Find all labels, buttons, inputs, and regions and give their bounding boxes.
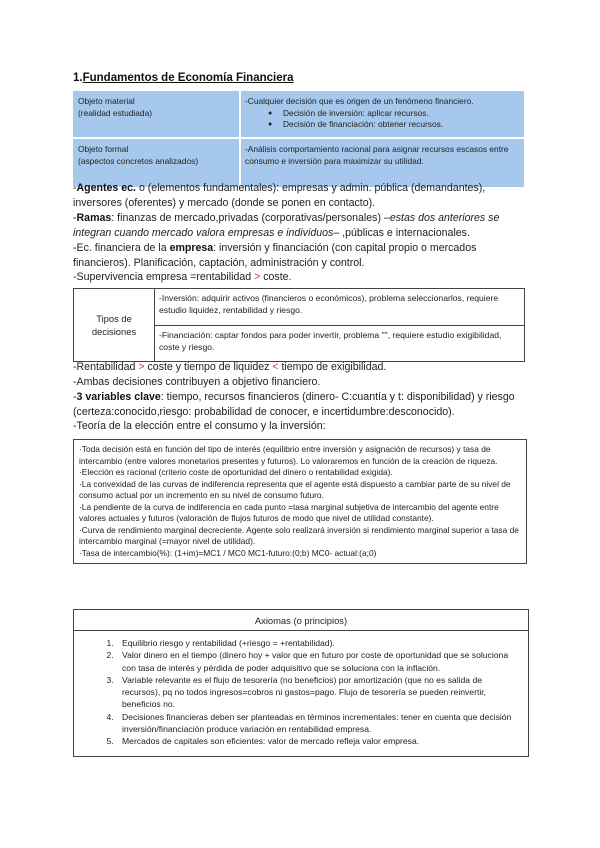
axiom-item: 3. Variable relevante es el flujo de tesorería (no beneficios) por amortización (que no es salida de recursos), pq no todos ingresos=cobros ni gastos=pago. Flujo de tesorería se pueden reinvertir, beneficios no. xyxy=(116,674,518,711)
object-row-formal xyxy=(73,137,524,187)
italic-note: –estas dos anteriores se integran cuando mercado valora empresas e individuos– xyxy=(73,212,500,239)
theory-item: ·Toda decisión está en función del tipo de interés (equilibrio entre inversión y asignación de recursos) y tasa de intercambio (entre valores monetarios presentes y futuros). Lo valoraremos en función de la creación de riqueza. xyxy=(79,444,498,466)
theory-item: ·La convexidad de las curvas de indiferencia representa que el agente está dispuesto a cambiar parte de su nivel de consumo actual por un incremento en su nivel de consumo futuro. xyxy=(79,478,511,501)
axiom-item: 5. Mercados de capitales son eficientes: valor de mercado refleja valor empresa. xyxy=(116,735,518,747)
paragraph-supervivencia xyxy=(73,270,528,285)
paragraph-text: : inversión y financiación (con capital propio o mercados financieros). Planificación, captación, administración y control. xyxy=(73,242,477,269)
theory-item: ·La pendiente de la curva de indiferencia en cada punto =tasa marginal subjetiva de intercambio del agente entre valores actuales y futuros (valoración de flujos futuros de modo que nivel de utilidad constante). xyxy=(79,501,499,524)
bold-term: Ramas xyxy=(76,212,112,224)
object-content: -Cualquier decisión que es origen de un fenómeno financiero. xyxy=(245,96,474,106)
object-label: Objeto formal xyxy=(78,144,129,154)
object-label-cell xyxy=(73,91,239,137)
theory-box xyxy=(73,439,527,564)
object-label-cell xyxy=(73,137,239,187)
object-content-cell xyxy=(239,137,524,187)
section-title xyxy=(73,72,293,84)
paragraph-text: -Rentabilidad xyxy=(73,361,139,373)
prefix: - xyxy=(73,212,77,224)
theory-item: ·Elección es racional (criterio coste de oportunidad del dinero o rentabilidad exigida). xyxy=(79,467,393,478)
decisions-table xyxy=(73,288,525,362)
object-row-material xyxy=(73,91,524,137)
bold-term: empresa xyxy=(169,242,214,254)
title-number: 1. xyxy=(73,72,83,84)
paragraph-text: -Ec. financiera de la xyxy=(73,242,170,254)
object-table xyxy=(73,91,524,187)
decisions-row xyxy=(74,289,525,326)
paragraph-teoria: -Teoría de la elección entre el consumo y la inversión: xyxy=(73,420,326,432)
bold-term: 3 variables clave xyxy=(76,391,161,403)
bold-term: Agentes ec. xyxy=(76,182,136,194)
axioms-header: Axiomas (o principios) xyxy=(74,610,528,631)
object-content-cell xyxy=(239,91,524,137)
title-text: Fundamentos de Economía Financiera xyxy=(82,72,294,84)
paragraph-text: -Supervivencia empresa =rentabilidad xyxy=(73,271,255,283)
bullet-item: ● Decisión de inversión: aplicar recursos. xyxy=(283,108,520,120)
object-label-sub: (aspectos concretos analizados) xyxy=(78,155,199,166)
paragraph-text: : finanzas de mercado,privadas (corporativas/personales) xyxy=(111,212,384,224)
axiom-item: 1. Equilibrio riesgo y rentabilidad (+riesgo = +rentabilidad). xyxy=(116,637,518,649)
paragraph-variables xyxy=(73,390,528,419)
decision-inversion: -Inversión: adquirir activos (financieros o económicos), problema seleccionarlos, requiere estudio liquidez, rentabilidad y riesgo. xyxy=(155,289,525,326)
paragraph-ambas: -Ambas decisiones contribuyen a objetivo financiero. xyxy=(73,376,321,388)
object-label: Objeto material xyxy=(78,96,135,106)
theory-item: ·Tasa de intercambio(%): (1+im)=MC1 / MC0 MC1-futuro:(0;b) MC0- actual:(a;0) xyxy=(79,547,377,558)
axiom-item: 4. Decisiones financieras deben ser planteadas en términos incrementales: tener en cuenta que decisión inversión/financiación produce variación en rentabilidad empresa. xyxy=(116,711,518,736)
paragraph-text: coste y tiempo de liquidez xyxy=(144,361,273,373)
paragraph-ramas xyxy=(73,211,528,240)
object-bullets xyxy=(245,108,520,131)
paragraph-agentes xyxy=(73,181,528,210)
object-label-sub: (realidad estudiada) xyxy=(78,107,153,118)
paragraph-empresa xyxy=(73,241,528,270)
decision-financiacion: -Financiación: captar fondos para poder invertir, problema "", requiere estudio exigibilidad, coste y riesgo. xyxy=(155,326,525,362)
axiom-item: 2. Valor dinero en el tiempo (dinero hoy + valor que en futuro por coste de oportunidad que se soluciona con tasa de interés y pérdida de poder adquisitivo que se soluciona con la inflación. xyxy=(116,649,518,674)
paragraph-text: : tiempo, recursos financieros (dinero- C:cuantía y t: disponibilidad) y riesgo (certeza:conocido,riesgo: probabilidad de conocer, e incertidumbre:desconocido). xyxy=(73,391,515,418)
paragraph-rentabilidad xyxy=(73,360,528,375)
prefix: - xyxy=(73,182,77,194)
comparison-symbol: > xyxy=(254,271,261,283)
paragraph-text: tiempo de exigibilidad. xyxy=(278,361,387,373)
paragraph-text: o (elementos fundamentales): empresas y admin. pública (demandantes), inversores (oferentes) y mercado (donde se ponen en contacto). xyxy=(73,182,486,209)
paragraph-text: coste. xyxy=(260,271,292,283)
bullet-item: ● Decisión de financiación: obtener recursos. xyxy=(283,119,520,131)
prefix: - xyxy=(73,391,77,403)
axioms-box xyxy=(73,609,529,757)
axioms-list xyxy=(74,631,528,756)
object-content: -Análisis comportamiento racional para asignar recursos escasos entre consumo e inversión para maximizar su utilidad. xyxy=(245,144,509,166)
paragraph-text: ,públicas e internacionales. xyxy=(339,226,470,239)
comparison-symbol: < xyxy=(272,361,279,373)
decisions-label: Tipos de decisiones xyxy=(74,289,155,362)
comparison-symbol: > xyxy=(138,361,145,373)
theory-item: ·Curva de rendimiento marginal decreciente. Agente solo realizará inversión si rendimiento marginal superior a tasa de intercambio marginal (=mayor nivel de utilidad). xyxy=(79,524,519,547)
